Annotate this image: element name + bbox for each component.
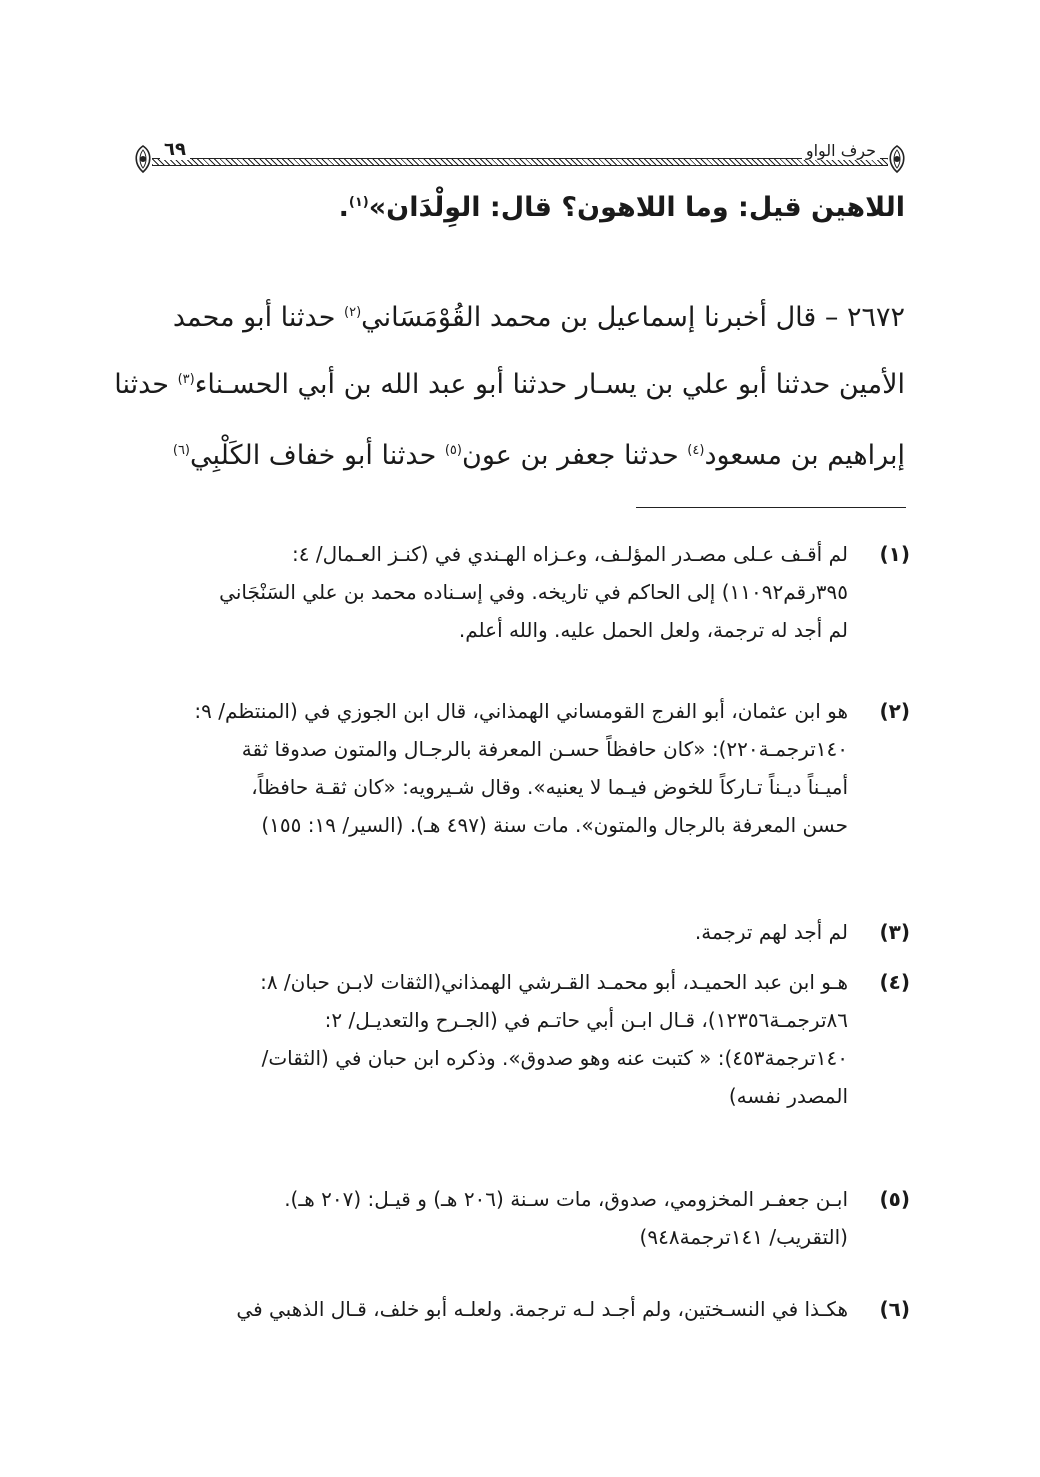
footnote-number: (٣) — [879, 920, 910, 944]
footnote-number: (٦) — [879, 1297, 910, 1321]
footnote-line: ابـن جعفـر المخزومي، صدوق، مات سـنة (٢٠٦ هـ) و قيـل: (٢٠٧ هـ). — [284, 1187, 848, 1211]
footnote-number: (٥) — [879, 1187, 910, 1211]
footnote-number: (٤) — [879, 970, 910, 994]
footnote-ref: (٦) — [172, 443, 190, 458]
running-title: حرف الواو — [802, 141, 880, 160]
footnote-4 — [135, 963, 910, 1115]
footnote-line: المصدر نفسه) — [728, 1084, 848, 1108]
main-line-1 — [135, 188, 905, 228]
footnote-ref: (٣) — [177, 372, 195, 387]
punctuation: . — [338, 192, 349, 223]
footnote-ref: (٤) — [687, 443, 705, 458]
footnote-line: ٨٦ترجمـة١٢٣٥٦)، قـال ابـن أبي حاتـم في (الجـرح والتعديـل/ ٢: — [324, 1008, 848, 1032]
footnote-line: ١٤٠ترجمـة٢٢٠): «كان حافظاً حسـن المعرفة بالرجـال والمتون صدوقا ثقة — [241, 737, 848, 761]
footnote-ref: (٥) — [444, 443, 462, 458]
page-header — [130, 138, 910, 174]
footnote-line: هـو ابن عبد الحميـد، أبو محمـد القـرشي الهمذاني(الثقات لابـن حبان/ ٨: — [260, 970, 848, 994]
footnote-2 — [135, 692, 910, 844]
footnote-line: هو ابن عثمان، أبو الفرج القومساني الهمذاني، قال ابن الجوزي في (المنتظم/ ٩: — [194, 699, 848, 723]
footnote-line: أميـناً ديـناً تـاركاً للخوض فيـما لا يعنيه». وقال شـيرويه: «كان ثقـة حافظاً، — [251, 775, 848, 799]
footnote-line: (التقريب/ ١٤١ترجمة٩٤٨) — [639, 1225, 848, 1249]
main-text: الأمين حدثنا أبو علي بن يسـار حدثنا أبو عبد الله بن أبي الحسـناء — [194, 369, 905, 400]
footnote-line: ٣٩٥رقم١١٠٩٢) إلى الحاكم في تاريخه. وفي إسـناده محمد بن علي السَنْجَاني — [219, 580, 848, 604]
hadith-line-2 — [114, 365, 905, 405]
footnote-line: هكـذا في النسـختين، ولم أجـد لـه ترجمة. ولعلـه أبو خلف، قـال الذهبي في — [236, 1297, 848, 1321]
footnote-ref: (٢) — [344, 305, 362, 320]
footnote-line: لم أجد له ترجمة، ولعل الحمل عليه. والله أعلم. — [458, 618, 848, 642]
main-text: حدثنا جعفر بن عون — [461, 440, 688, 471]
page-number: ٦٩ — [160, 139, 190, 160]
hadith-line-1 — [135, 298, 905, 338]
main-text: ٢٦٧٢ – قال أخبرنا إسماعيل بن محمد القُوْمَسَاني — [361, 302, 905, 333]
footnote-number: (٢) — [879, 699, 910, 723]
footnote-line: ١٤٠ترجمة٤٥٣): « كتبت عنه وهو صدوق». وذكره ابن حبان في (الثقات/ — [261, 1046, 848, 1070]
main-text: حدثنا — [114, 369, 178, 400]
main-text: حدثنا أبو خفاف الكَلْبِي — [190, 440, 445, 471]
main-text: اللاهين قيل: وما اللاهون؟ قال: الوِلْدَان» — [368, 192, 905, 223]
footnote-line: لم أقـف عـلى مصـدر المؤلـف، وعـزاه الهـندي في (كنـز العـمال/ ٤: — [292, 542, 848, 566]
footnote-number: (١) — [879, 542, 910, 566]
footnote-line: لم أجد لهم ترجمة. — [694, 920, 848, 944]
footnote-ref: (١) — [348, 195, 369, 210]
footnote-6 — [135, 1290, 910, 1328]
footnote-1 — [135, 535, 910, 649]
main-text: حدثنا أبو محمد — [172, 302, 344, 333]
footnote-5 — [135, 1180, 910, 1256]
header-rule — [152, 158, 888, 166]
footnote-separator — [636, 507, 906, 508]
hadith-line-3 — [135, 436, 905, 476]
footnote-3 — [135, 913, 910, 951]
main-text: إبراهيم بن مسعود — [704, 440, 905, 471]
footnote-line: حسن المعرفة بالرجال والمتون». مات سنة (٤٩٧ هـ). (السير/ ١٩: ١٥٥) — [261, 813, 848, 837]
right-ornament-icon — [884, 144, 910, 174]
